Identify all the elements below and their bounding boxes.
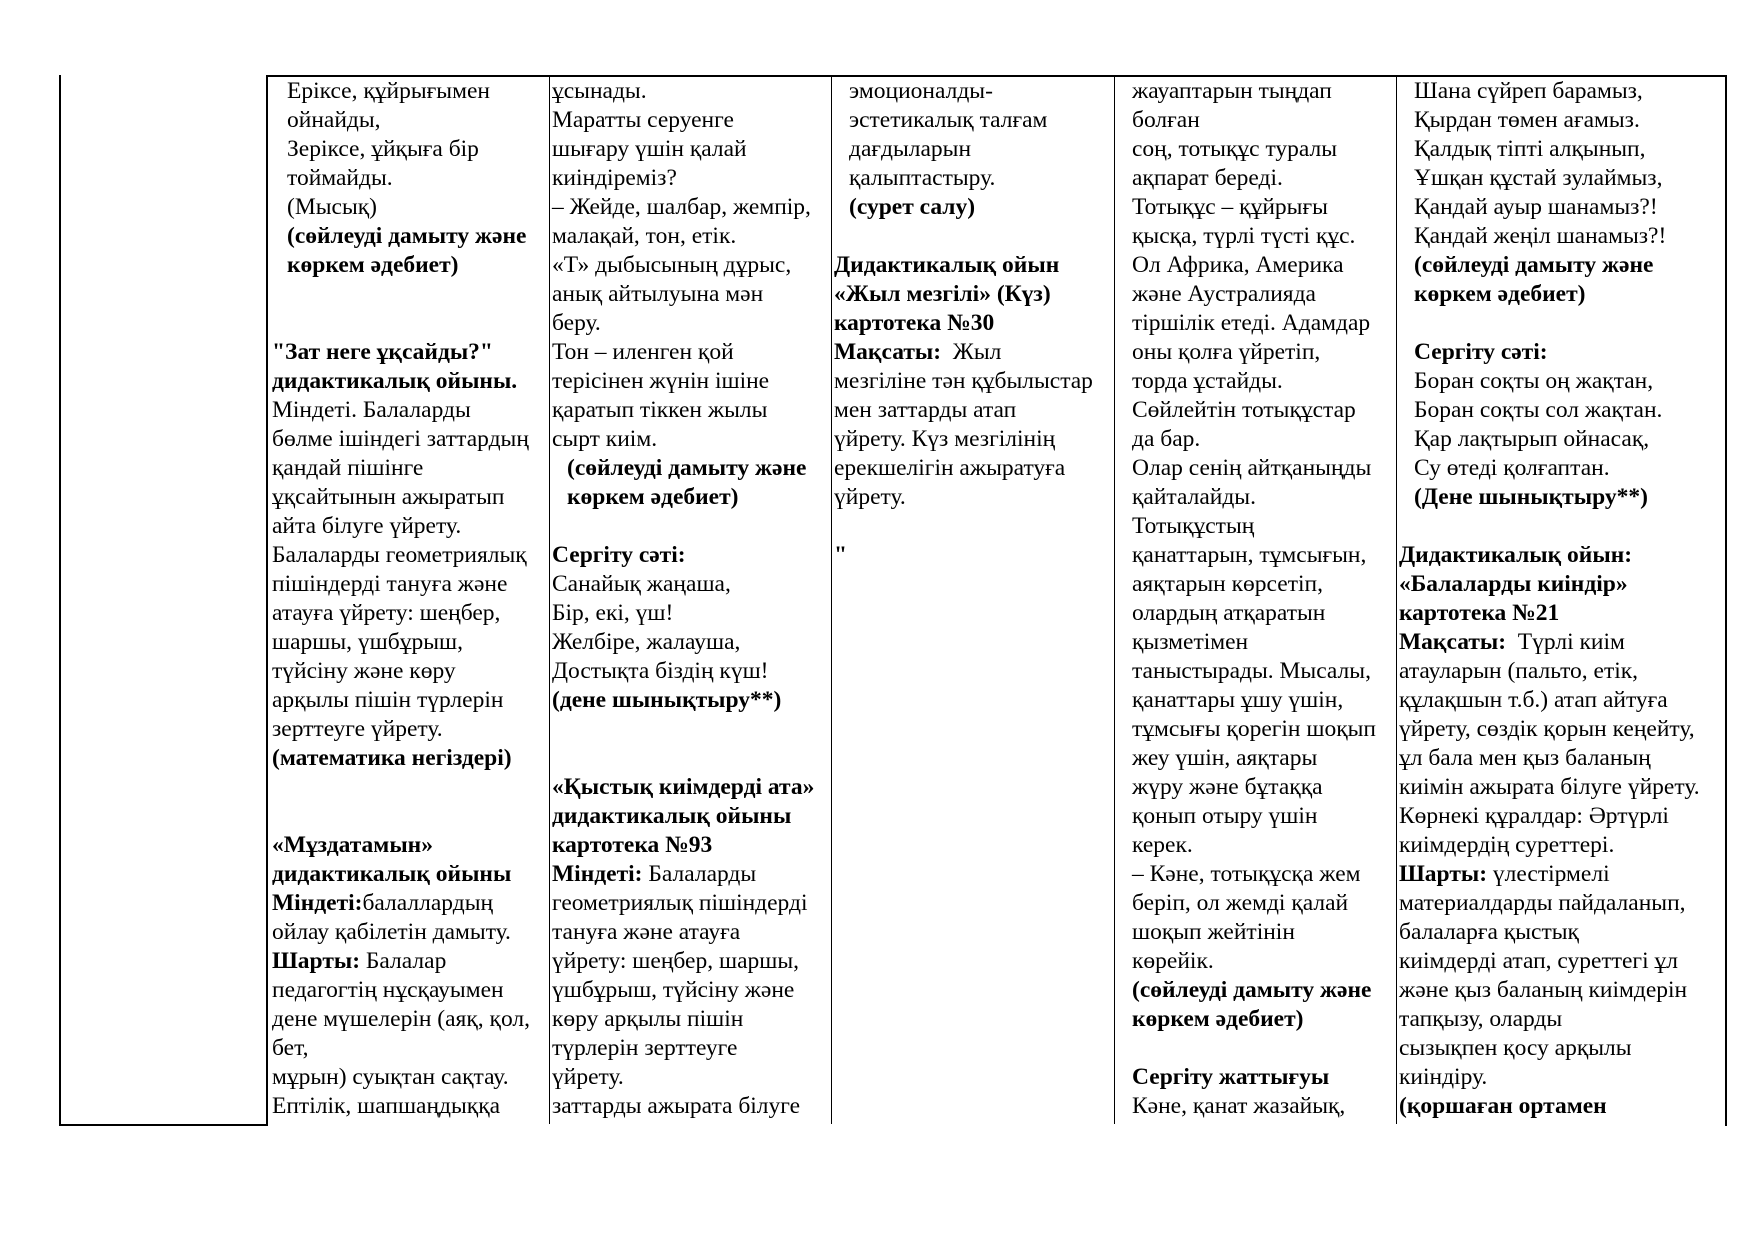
bold-label: Мақсаты: [834,339,942,365]
text-line: Шана сүйреп барамыз, [1414,78,1643,104]
bold-label: Міндеті: [272,890,363,916]
text-line: балаларға қыстық [1399,919,1579,945]
label-text: үлестірмелі [1487,861,1610,887]
text-line: Дидактикалық ойын [834,252,1060,278]
text-line: дидактикалық ойыны [272,861,512,887]
text-line [834,512,1113,541]
text-line: «Балаларды киіндір» [1399,571,1628,597]
text-line: сырт киім. [552,426,658,452]
text-line: (сөйлеуді дамыту және [1414,252,1654,278]
text-line: бет, [272,1035,309,1061]
bold-label: Мақсаты: [1399,629,1507,655]
text-line: картотека №93 [552,832,713,858]
text-line: " [834,542,848,568]
text-line: көркем әдебиет) [1414,281,1586,307]
text-line: (Дене шынықтыру**) [1414,484,1648,510]
text-line: Қандай жеңіл шанамыз?! [1414,223,1667,249]
text-line [1399,860,1724,889]
text-line: қаратып тіккен жылы [552,397,768,423]
text-line: үйрету. Күз мезгілінің [834,426,1056,452]
text-line: түйсіну және көру [272,658,456,684]
text-line: Ұшқан құстай зулаймыз, [1414,165,1663,191]
text-line: үшбұрыш, түйсіну және [552,977,795,1003]
text-line: Еріксе, құйрығымен [287,78,490,104]
text-line: аяқтарын көрсетіп, [1132,571,1323,597]
text-line: беріп, ол жемді қалай [1132,890,1349,916]
text-line: «Жыл мезгілі» (Күз) [834,281,1051,307]
text-line: оны қолға үйретіп, [1132,339,1321,365]
text-line: құлақшын т.б.) атап айтуға [1399,687,1668,713]
text-line: тапқызу, оларды [1399,1006,1563,1032]
text-line: Балаларды геометриялық [272,542,527,568]
text-line: олардың атқаратын [1132,600,1326,626]
text-line: ойнайды, [287,107,381,133]
text-line: ұқсайтынын ажыратып [272,484,505,510]
table-left-border [59,75,61,1126]
text-line: және Аустралияда [1132,281,1316,307]
text-line: қайталайды. [1132,484,1256,510]
text-line: қалыптастыру. [849,165,996,191]
text-line [272,280,548,309]
text-line: эмоционалды- [849,78,993,104]
text-line: арқылы пішін түрлерін [272,687,504,713]
text-line: Достықта біздің күш! [552,658,769,684]
text-line: ерекшелігін ажыратуға [834,455,1066,481]
text-line: болған [1132,107,1200,133]
text-line: Бір, екі, үш! [552,600,674,626]
text-line: шаршы, үшбұрыш, [272,629,463,655]
text-line: тұмсығы қорегін шоқып [1132,716,1377,742]
text-line: шоқып жейтінін [1132,919,1295,945]
text-line: дене мүшелерін (аяқ, қол, [272,1006,530,1032]
table-bottom-border-left [59,1124,268,1126]
text-line: геометриялық пішіндерді [552,890,808,916]
text-line: заттарды ажырата білуге [552,1093,801,1119]
text-line: терісінен жүнін ішіне [552,368,770,394]
text-line: Сөйлейтін тотықұстар [1132,397,1356,423]
text-line: киімдерді атап, суреттегі ұл [1399,948,1678,974]
text-line: Маратты серуенге [552,107,734,133]
label-text: Жыл [941,339,1002,365]
text-line: үйрету. [834,484,906,510]
text-line: Көрнекі құралдар: Әртүрлі [1399,803,1669,829]
text-line [552,512,830,541]
text-line: соң, тотықұс туралы [1132,136,1338,162]
text-line: Қар лақтырып ойнасақ, [1414,426,1650,452]
text-line [552,860,830,889]
text-line: да бар. [1132,426,1201,452]
text-line: эстетикалық талғам [849,107,1048,133]
text-line: ойлау қабілетін дамыту. [272,919,511,945]
text-line: жеу үшін, аяқтары [1132,745,1318,771]
text-line: (Мысық) [287,194,377,220]
text-line: Боран соқты сол жақтан. [1414,397,1663,423]
text-line [272,309,548,338]
text-line: материалдарды пайдаланып, [1399,890,1686,916]
text-line: Қалдық тіпті алқынып, [1414,136,1646,162]
text-line [552,744,830,773]
text-line: "Зат неге ұқсайды?" [272,339,493,365]
text-line: «Қыстық киімдерді ата» [552,774,815,800]
text-line: қанаттары ұшу үшін, [1132,687,1344,713]
text-line: түрлерін зерттеуге [552,1035,738,1061]
text-line: үйрету, сөздік қорын кеңейту, [1399,716,1695,742]
text-line [272,947,548,976]
text-line: мұрын) суықтан сақтау. [272,1064,509,1090]
text-line: педагогтің нұсқауымен [272,977,504,1003]
column-divider-5 [1396,77,1397,1124]
text-line: беру. [552,310,601,336]
text-line: қысқа, түрлі түсті құс. [1132,223,1356,249]
label-text: балаллардың [362,890,494,916]
text-line: Ол Африка, Америка [1132,252,1344,278]
table-right-border [1725,75,1727,1126]
text-line: Ептілік, шапшаңдыққа [272,1093,501,1119]
text-line: тоймайды. [287,165,393,191]
text-line: малақай, тон, етік. [552,223,737,249]
text-line: Желбіре, жалауша, [552,629,741,655]
text-line: киімдердің суреттері. [1399,832,1615,858]
text-line: картотека №30 [834,310,995,336]
text-line: қандай пішінге [272,455,424,481]
text-line: дағдыларын [849,136,972,162]
text-line: (сөйлеуді дамыту және [1132,977,1372,1003]
text-line: атауларын (пальто, етік, [1399,658,1639,684]
text-line: ақпарат береді. [1132,165,1283,191]
text-line: таныстырады. Мысалы, [1132,658,1371,684]
text-line: Зеріксе, ұйқыға бір [287,136,479,162]
text-line: (дене шынықтыру**) [552,687,782,713]
text-line: Міндеті. Балаларды [272,397,471,423]
table-cell-column-1 [272,77,548,1121]
text-line: дидактикалық ойыны [552,803,792,829]
label-text: Балаларды [642,861,757,887]
text-line: торда ұстайды. [1132,368,1283,394]
text-line: Қандай ауыр шанамыз?! [1414,194,1658,220]
text-line: қанаттарын, тұмсығын, [1132,542,1367,568]
text-line: мезгіліне тән құбылыстар [834,368,1093,394]
text-line: көрейік. [1132,948,1214,974]
text-line: көркем әдебиет) [567,484,739,510]
text-line [834,338,1113,367]
table-cell-column-2 [552,77,830,1121]
text-line: Боран соқты оң жақтан, [1414,368,1654,394]
bold-label: Шарты: [1399,861,1488,887]
text-line: Қырдан төмен ағамыз. [1414,107,1640,133]
bold-label: Шарты: [272,948,361,974]
table-cell-column-4 [1117,77,1395,1121]
label-text: Түрлі киім [1506,629,1625,655]
text-line: пішіндерді тануға және [272,571,508,597]
text-line: Дидактикалық ойын: [1399,542,1633,568]
text-line: атауға үйрету: шеңбер, [272,600,501,626]
text-line: сызықпен қосу арқылы [1399,1035,1632,1061]
text-line: көркем әдебиет) [287,252,459,278]
text-line: – Кәне, тотықұсқа жем [1132,861,1361,887]
text-line: Сергіту сәті: [1414,339,1548,365]
text-line: Сергіту жаттығуы [1132,1064,1330,1090]
text-line [1399,628,1724,657]
text-line: көркем әдебиет) [1132,1006,1304,1032]
text-line: үйрету: шеңбер, шаршы, [552,948,800,974]
text-line: Тон – иленген қой [552,339,734,365]
text-line: – Жейде, шалбар, жемпір, [552,194,811,220]
text-line [272,773,548,802]
text-line: киімін ажырата білуге үйрету. [1399,774,1700,800]
text-line: тануға және атауға [552,919,741,945]
text-line: жүру және бұтаққа [1132,774,1323,800]
text-line: көру арқылы пішін [552,1006,744,1032]
column-divider-4 [1114,77,1115,1124]
text-line: зерттеуге үйрету. [272,716,443,742]
column-divider-3 [831,77,832,1124]
text-line [552,715,830,744]
text-line: киіндіреміз? [552,165,677,191]
text-line [1399,309,1724,338]
table-cell-column-3 [834,77,1113,570]
text-line [834,222,1113,251]
text-line: киіндіру. [1399,1064,1488,1090]
text-line: шығару үшін қалай [552,136,747,162]
text-line: қызметімен [1132,629,1249,655]
text-line: (сөйлеуді дамыту және [567,455,807,481]
bold-label: Міндеті: [552,861,643,887]
text-line: ұл бала мен қыз баланың [1399,745,1651,771]
text-line: (сөйлеуді дамыту және [287,223,527,249]
text-line: қонып отыру үшін [1132,803,1318,829]
text-line: жауаптарын тыңдап [1132,78,1332,104]
text-line: мен заттарды атап [834,397,1017,423]
text-line: картотека №21 [1399,600,1560,626]
text-line: Тотықұстың [1132,513,1255,539]
table-cell-column-5 [1399,77,1724,1121]
text-line: тіршілік етеді. Адамдар [1132,310,1371,336]
text-line: айта білуге үйрету. [272,513,462,539]
text-line: бөлме ішіндегі заттардың [272,426,529,452]
text-line: (математика негіздері) [272,745,512,771]
text-line: және қыз баланың киімдерін [1399,977,1688,1003]
text-line [272,802,548,831]
text-line: дидактикалық ойыны. [272,368,518,394]
text-line: Санайық жаңаша, [552,571,731,597]
text-line: анық айтылуына мән [552,281,764,307]
text-line: Сергіту сәті: [552,542,686,568]
text-line: «Т» дыбысының дұрыс, [552,252,792,278]
text-line [1117,1034,1395,1063]
column-divider-2 [549,77,550,1124]
text-line: үйрету. [552,1064,624,1090]
text-line: Су өтеді қолғаптан. [1414,455,1610,481]
text-line [272,889,548,918]
text-line: (қоршаған ортамен [1399,1093,1607,1119]
column-divider-1 [266,75,268,1126]
text-line: Олар сенің айтқаныңды [1132,455,1372,481]
label-text: Балалар [360,948,447,974]
text-line: Кәне, қанат жазайық, [1132,1093,1346,1119]
text-line [1399,512,1724,541]
text-line: керек. [1132,832,1193,858]
text-line: «Мұздатамын» [272,832,433,858]
text-line: (сурет салу) [849,194,976,220]
text-line: Тотықұс – құйрығы [1132,194,1328,220]
text-line: ұсынады. [552,78,647,104]
